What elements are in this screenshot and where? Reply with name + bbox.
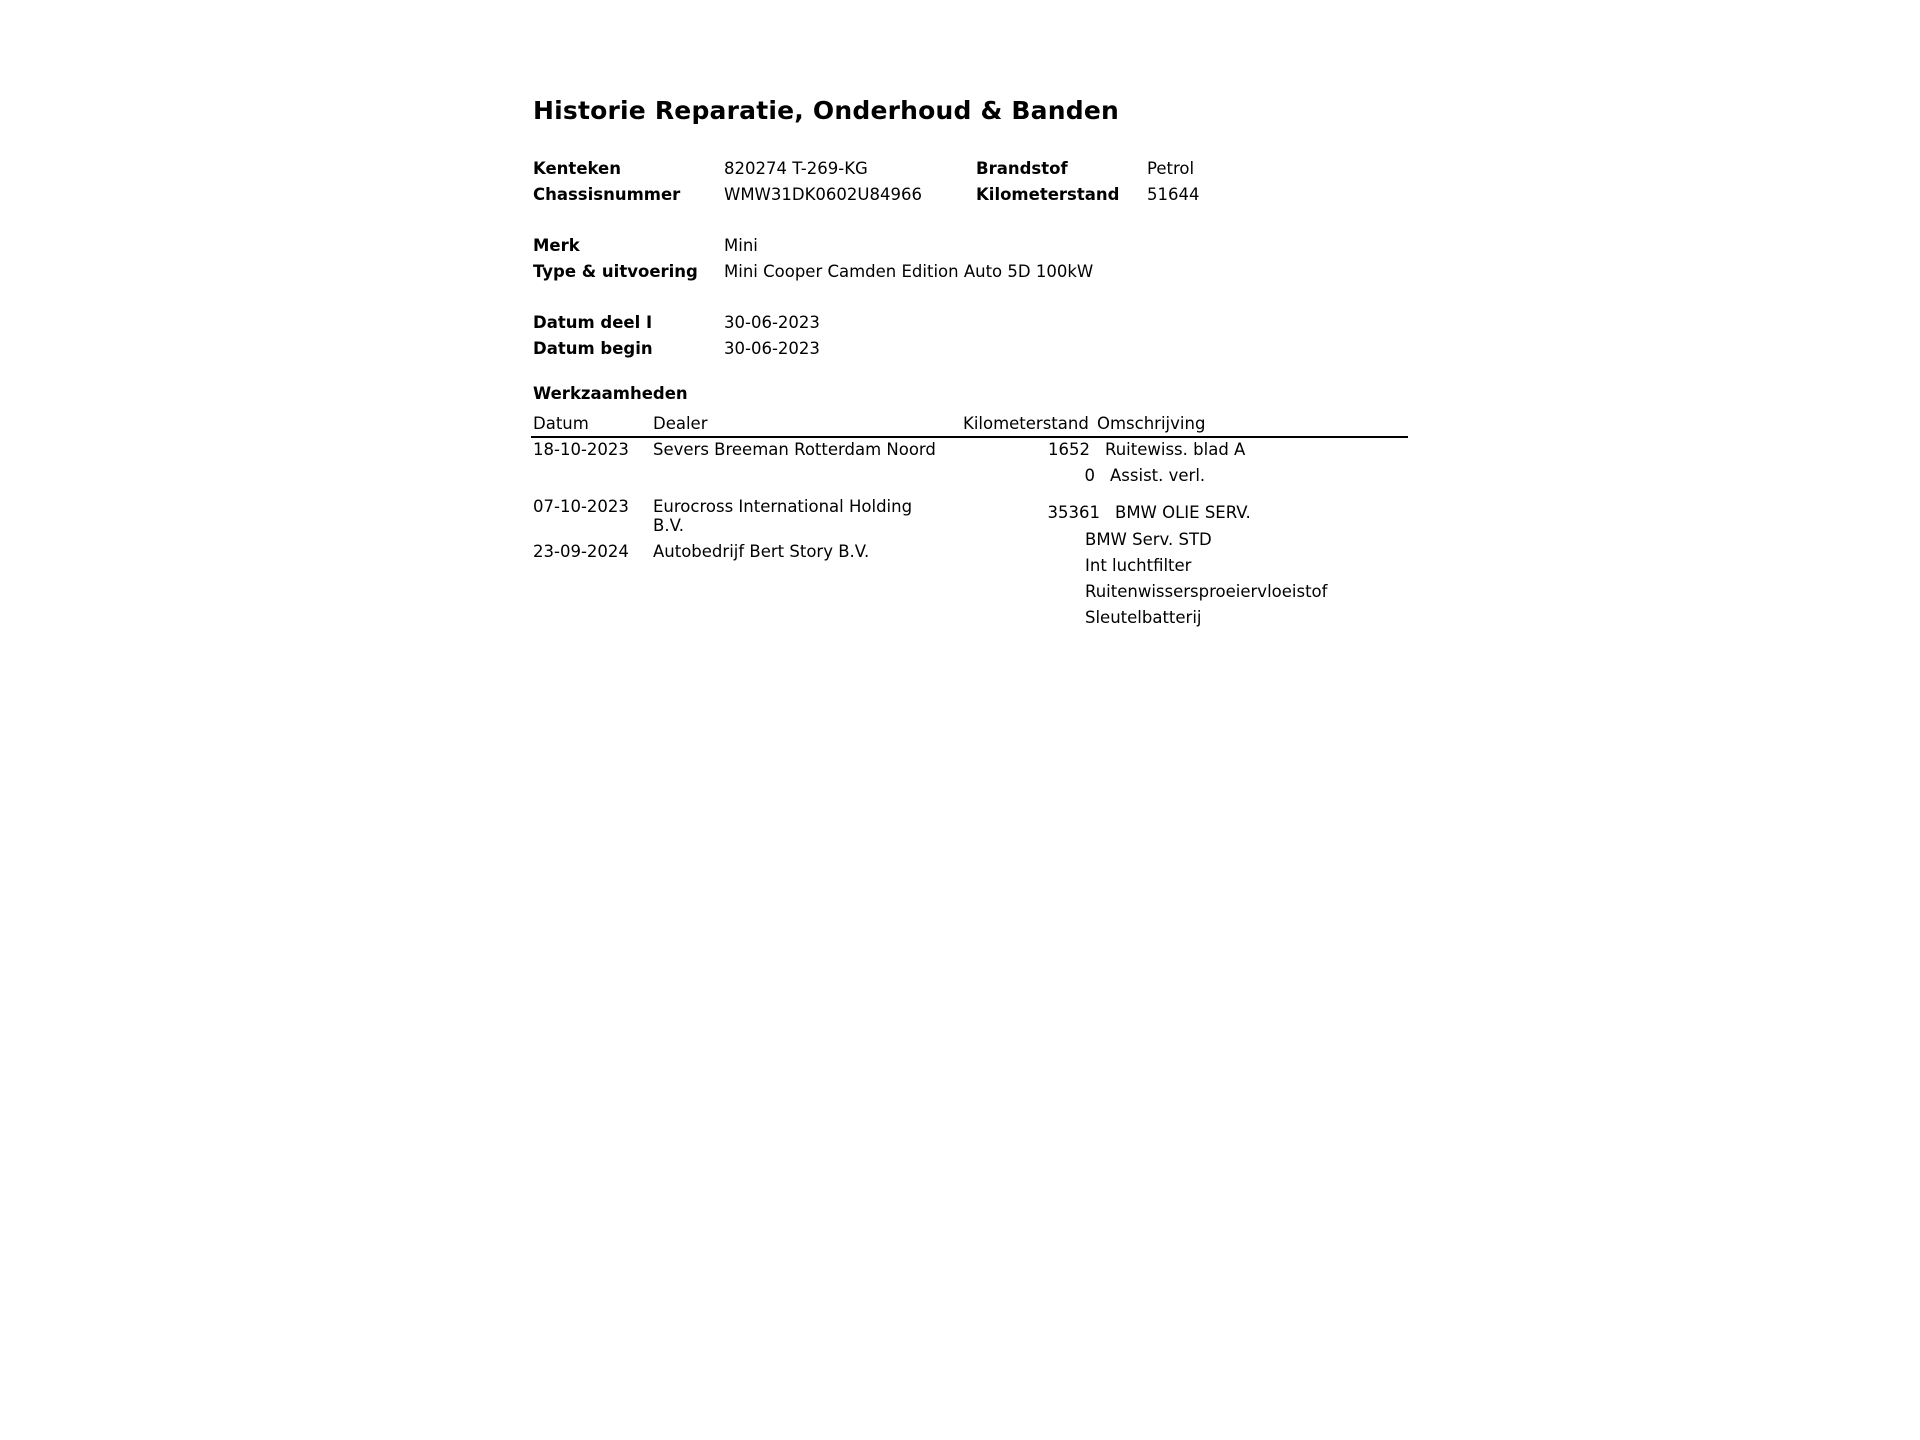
datum-deel-value: 30-06-2023 bbox=[724, 313, 820, 332]
brandstof-value: Petrol bbox=[1147, 159, 1195, 178]
type-value: Mini Cooper Camden Edition Auto 5D 100kW bbox=[724, 262, 1094, 281]
row-kilometerstand: 35361 bbox=[1047, 503, 1100, 522]
chassis-label: Chassisnummer bbox=[533, 185, 681, 204]
row-kilometerstand: 1652 bbox=[1048, 440, 1090, 459]
brandstof-label: Brandstof bbox=[976, 159, 1068, 178]
row-dealer-continued: B.V. bbox=[653, 516, 684, 535]
merk-value: Mini bbox=[724, 236, 758, 255]
datum-deel-label: Datum deel I bbox=[533, 313, 653, 332]
row-dealer: Autobedrijf Bert Story B.V. bbox=[653, 542, 870, 561]
kilometerstand-label: Kilometerstand bbox=[976, 185, 1120, 204]
row-omschrijving: BMW Serv. STD bbox=[1085, 530, 1212, 549]
column-header-dealer: Dealer bbox=[653, 414, 708, 433]
row-omschrijving: Int luchtfilter bbox=[1085, 556, 1192, 575]
row-dealer: Eurocross International Holding bbox=[653, 497, 913, 516]
kilometerstand-value: 51644 bbox=[1147, 185, 1200, 204]
page-title: Historie Reparatie, Onderhoud & Banden bbox=[533, 96, 1119, 125]
column-header-datum: Datum bbox=[533, 414, 589, 433]
kenteken-value: 820274 T-269-KG bbox=[724, 159, 868, 178]
row-kilometerstand: 0 bbox=[1084, 466, 1095, 485]
row-datum: 18-10-2023 bbox=[533, 440, 629, 459]
datum-begin-value: 30-06-2023 bbox=[724, 339, 820, 358]
row-datum: 23-09-2024 bbox=[533, 542, 629, 561]
kenteken-label: Kenteken bbox=[533, 159, 621, 178]
row-omschrijving: Ruitenwissersproeiervloeistof bbox=[1085, 582, 1328, 601]
row-datum: 07-10-2023 bbox=[533, 497, 629, 516]
row-omschrijving: BMW OLIE SERV. bbox=[1115, 503, 1251, 522]
row-omschrijving: Assist. verl. bbox=[1110, 466, 1206, 485]
row-dealer: Severs Breeman Rotterdam Noord bbox=[653, 440, 936, 459]
column-header-kilometerstand: Kilometerstand bbox=[963, 414, 1089, 433]
datum-begin-label: Datum begin bbox=[533, 339, 653, 358]
column-header-omschrijving: Omschrijving bbox=[1097, 414, 1206, 433]
chassis-value: WMW31DK0602U84966 bbox=[724, 185, 922, 204]
row-omschrijving: Ruitewiss. blad A bbox=[1105, 440, 1246, 459]
row-omschrijving: Sleutelbatterij bbox=[1085, 608, 1202, 627]
merk-label: Merk bbox=[533, 236, 580, 255]
type-label: Type & uitvoering bbox=[533, 262, 698, 281]
table-header-rule bbox=[531, 436, 1408, 438]
werkzaamheden-heading: Werkzaamheden bbox=[533, 384, 688, 403]
